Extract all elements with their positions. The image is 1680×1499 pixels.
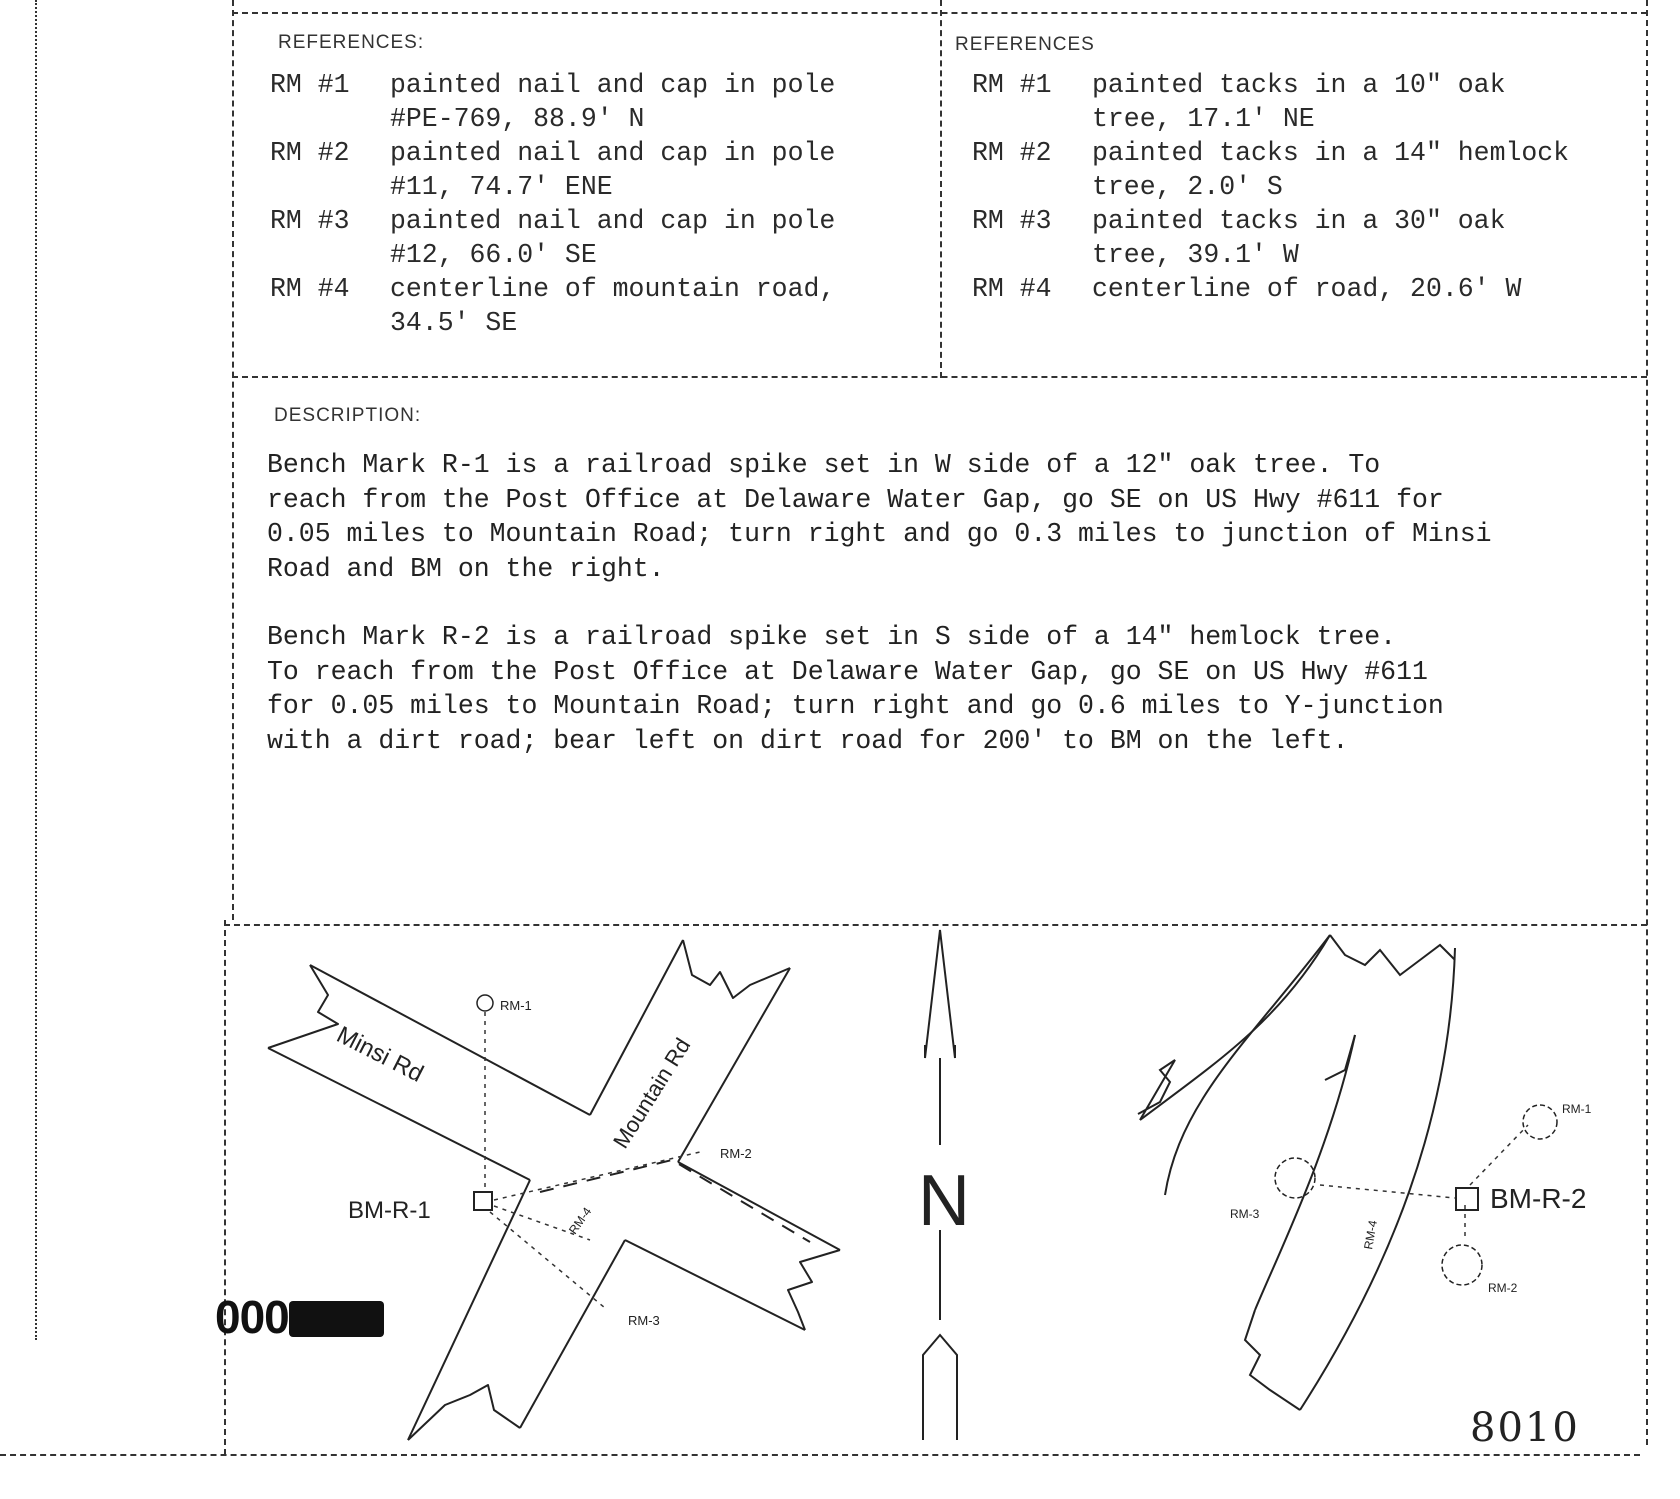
- bm-r2-marker: [1456, 1188, 1478, 1210]
- minsi-road-label: Minsi Rd: [332, 1021, 428, 1088]
- rm1-marker: [477, 995, 493, 1011]
- rm2-label-left: RM-2: [720, 1146, 752, 1161]
- road-fork-left-edge: [1140, 935, 1330, 1120]
- references-right-label: REFERENCES: [955, 34, 1095, 55]
- rm1-tree-marker: [1523, 1105, 1557, 1139]
- road-fork-lower: [1245, 1310, 1300, 1410]
- ref-right-code-1: RM #1: [972, 70, 1052, 100]
- stamp-redaction: [289, 1301, 384, 1337]
- lower-road-right-edge: [520, 1240, 625, 1428]
- bm-r1-label: BM-R-1: [348, 1197, 431, 1224]
- ref-right-text-3: painted tacks in a 30" oak tree, 39.1' W: [1092, 206, 1506, 270]
- rm3-tie-line-right: [1320, 1185, 1455, 1198]
- rm2-label-right: RM-2: [1488, 1281, 1518, 1295]
- ref-left-text-4: centerline of mountain road, 34.5' SE: [390, 274, 836, 338]
- ref-right-code-4: RM #4: [972, 274, 1052, 304]
- ref-right-text-1: painted tacks in a 10" oak tree, 17.1' NE: [1092, 70, 1506, 134]
- rm4-label-left: RM-4: [565, 1204, 595, 1237]
- dirt-road-break-top: [1330, 935, 1455, 975]
- rm1-label-right: RM-1: [1562, 1102, 1592, 1116]
- road-fork-left: [1138, 1060, 1175, 1120]
- mountain-road-label: Mountain Rd: [608, 1033, 696, 1153]
- description-paragraph-2: Bench Mark R-2 is a railroad spike set in S side of a 14" hemlock tree. To reach from the Post Office at Delaware Water Gap, go SE on US Hwy #611 for 0.05 miles to Mountain Road; turn right and go 0.6 miles to Y-junction with a dirt road; bear left on dirt road for 200' to BM on the left.: [267, 622, 1444, 756]
- ref-left-code-2: RM #2: [270, 138, 350, 168]
- ref-left-text-1: painted nail and cap in pole #PE-769, 88.9' N: [390, 70, 836, 134]
- dirt-road-outer-right: [1300, 948, 1455, 1410]
- ref-right-code-3: RM #3: [972, 206, 1052, 236]
- stamp-number: 000: [215, 1291, 289, 1343]
- dirt-road-inner-left: [1255, 1035, 1355, 1310]
- mountain-road-break: [683, 940, 790, 998]
- bm-r2-label: BM-R-2: [1490, 1183, 1587, 1214]
- rm1-label-left: RM-1: [500, 998, 532, 1013]
- description-label: DESCRIPTION:: [274, 405, 422, 426]
- rm1-tie-line-right: [1470, 1125, 1528, 1185]
- ref-right-text-2: painted tacks in a 14" hemlock tree, 2.0' S: [1092, 138, 1570, 202]
- bm-r1-marker: [474, 1192, 492, 1210]
- ref-right-text-4: centerline of road, 20.6' W: [1092, 274, 1522, 304]
- lower-road-break: [408, 1385, 520, 1440]
- minsi-road-break: [268, 965, 338, 1048]
- ref-left-code-1: RM #1: [270, 70, 350, 100]
- rm4-label-right: RM-4: [1361, 1219, 1381, 1251]
- ref-left-code-4: RM #4: [270, 274, 350, 304]
- ref-left-text-3: painted nail and cap in pole #12, 66.0' SE: [390, 206, 836, 270]
- document-stamp: [215, 1290, 384, 1344]
- rm3-label-left: RM-3: [628, 1313, 660, 1328]
- ref-left-code-3: RM #3: [270, 206, 350, 236]
- rm3-tree-marker: [1275, 1158, 1315, 1198]
- north-arrow-tail: [923, 1335, 957, 1440]
- ref-right-code-2: RM #2: [972, 138, 1052, 168]
- rm2-tree-marker: [1442, 1245, 1482, 1285]
- north-arrow-letter: N: [918, 1161, 970, 1241]
- north-arrow-head: [925, 930, 955, 1058]
- right-road-break: [788, 1250, 840, 1330]
- references-left-label: REFERENCES:: [278, 32, 425, 53]
- description-paragraph-1: Bench Mark R-1 is a railroad spike set in W side of a 12" oak tree. To reach from the Post Office at Delaware Water Gap, go SE on US Hwy #611 for 0.05 miles to Mountain Road; turn right and go 0.3 miles to junction of Minsi Road and BM on the right.: [267, 450, 1492, 584]
- right-road-top-edge: [678, 1162, 840, 1250]
- ref-left-text-2: painted nail and cap in pole #11, 74.7' ENE: [390, 138, 836, 202]
- page-number: 8010: [1470, 1405, 1580, 1451]
- rm3-label-right: RM-3: [1230, 1207, 1260, 1221]
